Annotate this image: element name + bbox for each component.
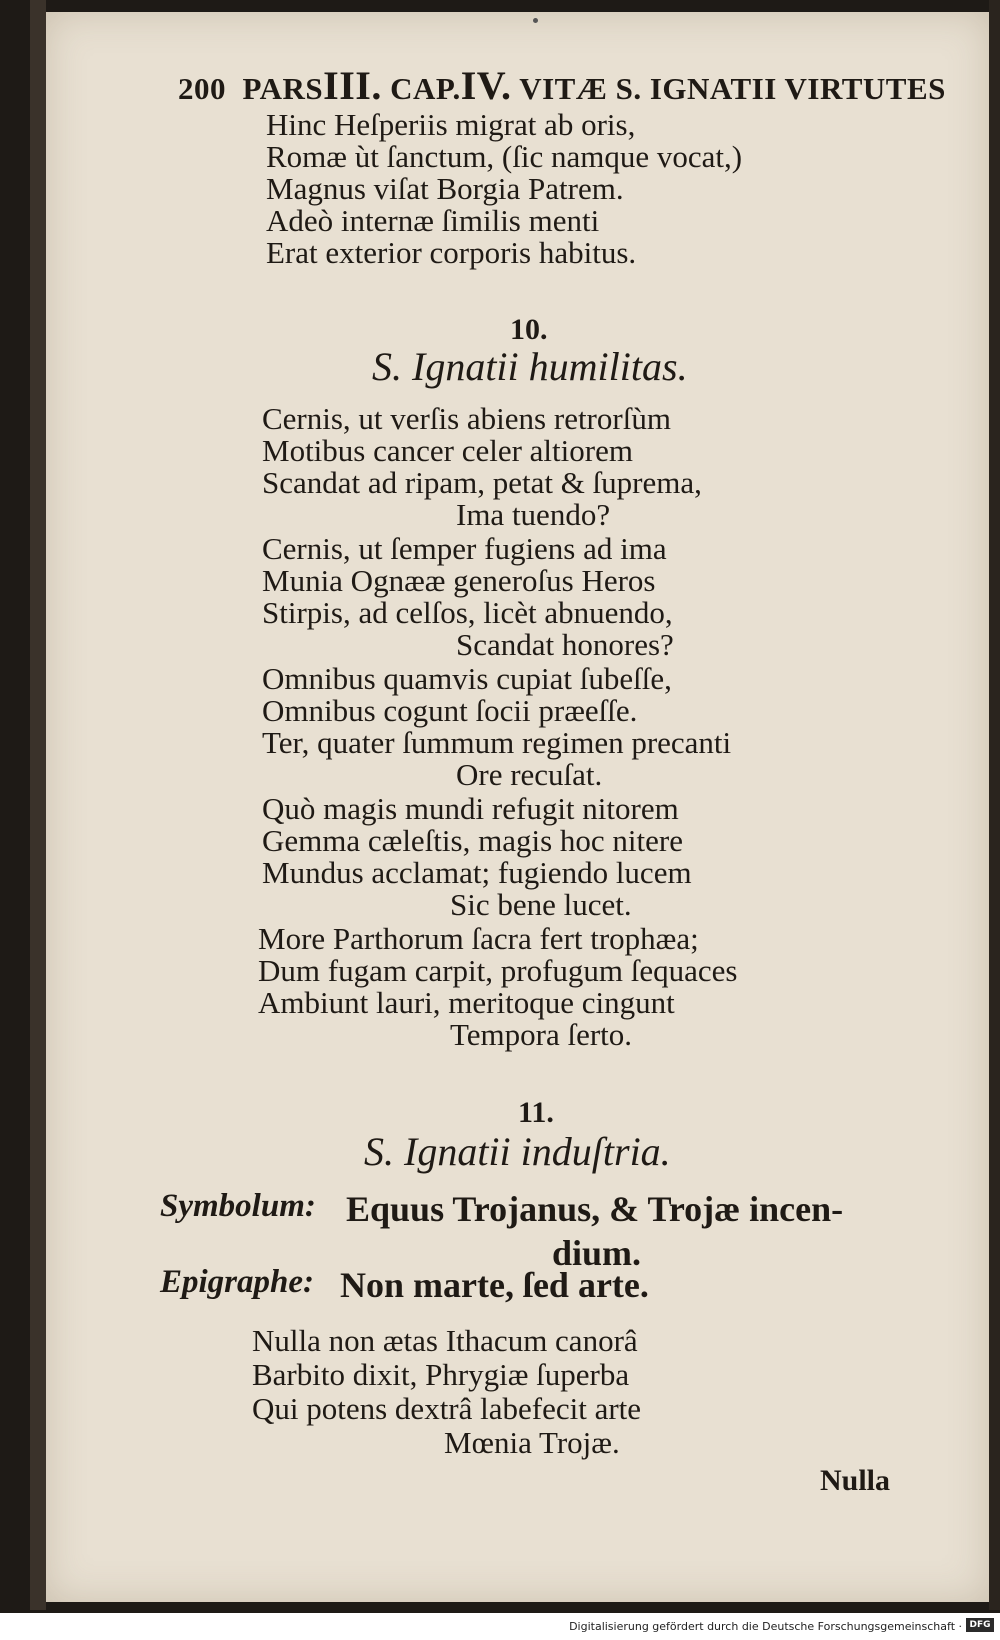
- poem-line: Cernis, ut ſemper fugiens ad ima: [262, 531, 667, 566]
- poem-line: Ore recuſat.: [456, 757, 603, 792]
- footer-credit: Digitalisierung gefördert durch die Deutsche Forschungsgemeinschaft ·: [569, 1620, 962, 1633]
- poem-line: Hinc Heſperiis migrat ab oris,: [266, 107, 636, 142]
- poem-line: Dum fugam carpit, profugum ſequaces: [258, 953, 738, 988]
- header-cap: CAP.: [390, 71, 461, 106]
- poem-line: Munia Ognææ generoſus Heros: [262, 563, 656, 598]
- catchword: Nulla: [820, 1464, 891, 1497]
- section-number: 11.: [518, 1096, 554, 1129]
- page-mark: [533, 18, 538, 23]
- poem-line: Sic bene lucet.: [450, 887, 632, 922]
- poem-line: Cernis, ut verſis abiens retrorſùm: [262, 401, 671, 436]
- poem-line: Adeò internæ ſimilis menti: [266, 203, 600, 238]
- poem-line: Nulla non ætas Ithacum canorâ: [252, 1323, 638, 1358]
- poem-line: Barbito dixit, Phrygiæ ſuperba: [252, 1357, 630, 1392]
- running-header: [178, 62, 946, 112]
- header-pars: PARS: [242, 71, 324, 106]
- poem-line: Stirpis, ad celſos, licèt abnuendo,: [262, 595, 673, 630]
- poem-line: Omnibus quamvis cupiat ſubeſſe,: [262, 661, 672, 696]
- poem-line: Omnibus cogunt ſocii præeſſe.: [262, 693, 638, 728]
- poem-line: Gemma cæleſtis, magis hoc nitere: [262, 823, 683, 858]
- poem-line: Motibus cancer celer altiorem: [262, 433, 633, 468]
- book-spine-edge: [30, 0, 46, 1610]
- section-number: 10.: [510, 313, 548, 346]
- poem-line: Tempora ſerto.: [450, 1017, 633, 1052]
- header-cap-num: IV.: [460, 63, 512, 108]
- page-number: 200: [178, 71, 226, 106]
- poem-line: Qui potens dextrâ labefecit arte: [252, 1391, 642, 1426]
- poem-line: Scandat ad ripam, petat & ſuprema,: [262, 465, 702, 500]
- poem-line: Ter, quater ſummum regimen precanti: [262, 725, 732, 760]
- symbolum-text-cont: dium.: [552, 1233, 642, 1273]
- section-title: S. Ignatii humilitas.: [372, 344, 688, 389]
- symbolum-label: Symbolum:: [160, 1188, 316, 1224]
- poem-line: Mœnia Trojæ.: [444, 1425, 620, 1460]
- poem-line: Romæ ùt ſanctum, (ſic namque vocat,): [266, 139, 743, 174]
- section-title: S. Ignatii induſtria.: [364, 1129, 671, 1174]
- book-right-edge: [989, 0, 1000, 1610]
- header-pars-num: III.: [323, 63, 382, 108]
- epigraphe-text: Non marte, ſed arte.: [340, 1265, 649, 1305]
- poem-line: More Parthorum ſacra fert trophæa;: [258, 921, 699, 956]
- poem-line: Quò magis mundi refugit nitorem: [262, 791, 679, 826]
- epigraphe-label: Epigraphe:: [160, 1264, 315, 1300]
- dfg-logo-icon: DFG: [966, 1618, 994, 1632]
- poem-line: Mundus acclamat; fugiendo lucem: [262, 855, 692, 890]
- running-title: VITÆ S. IGNATII VIRTUTES: [519, 71, 946, 106]
- digitization-footer: [0, 1613, 1000, 1640]
- poem-line: Erat exterior corporis habitus.: [266, 235, 637, 270]
- poem-line: Magnus viſat Borgia Patrem.: [266, 171, 624, 206]
- poem-line: Scandat honores?: [456, 627, 674, 662]
- symbolum-text: Equus Trojanus, & Trojæ incen-: [346, 1189, 844, 1229]
- poem-line: Ima tuendo?: [456, 497, 611, 532]
- poem-line: Ambiunt lauri, meritoque cingunt: [258, 985, 675, 1020]
